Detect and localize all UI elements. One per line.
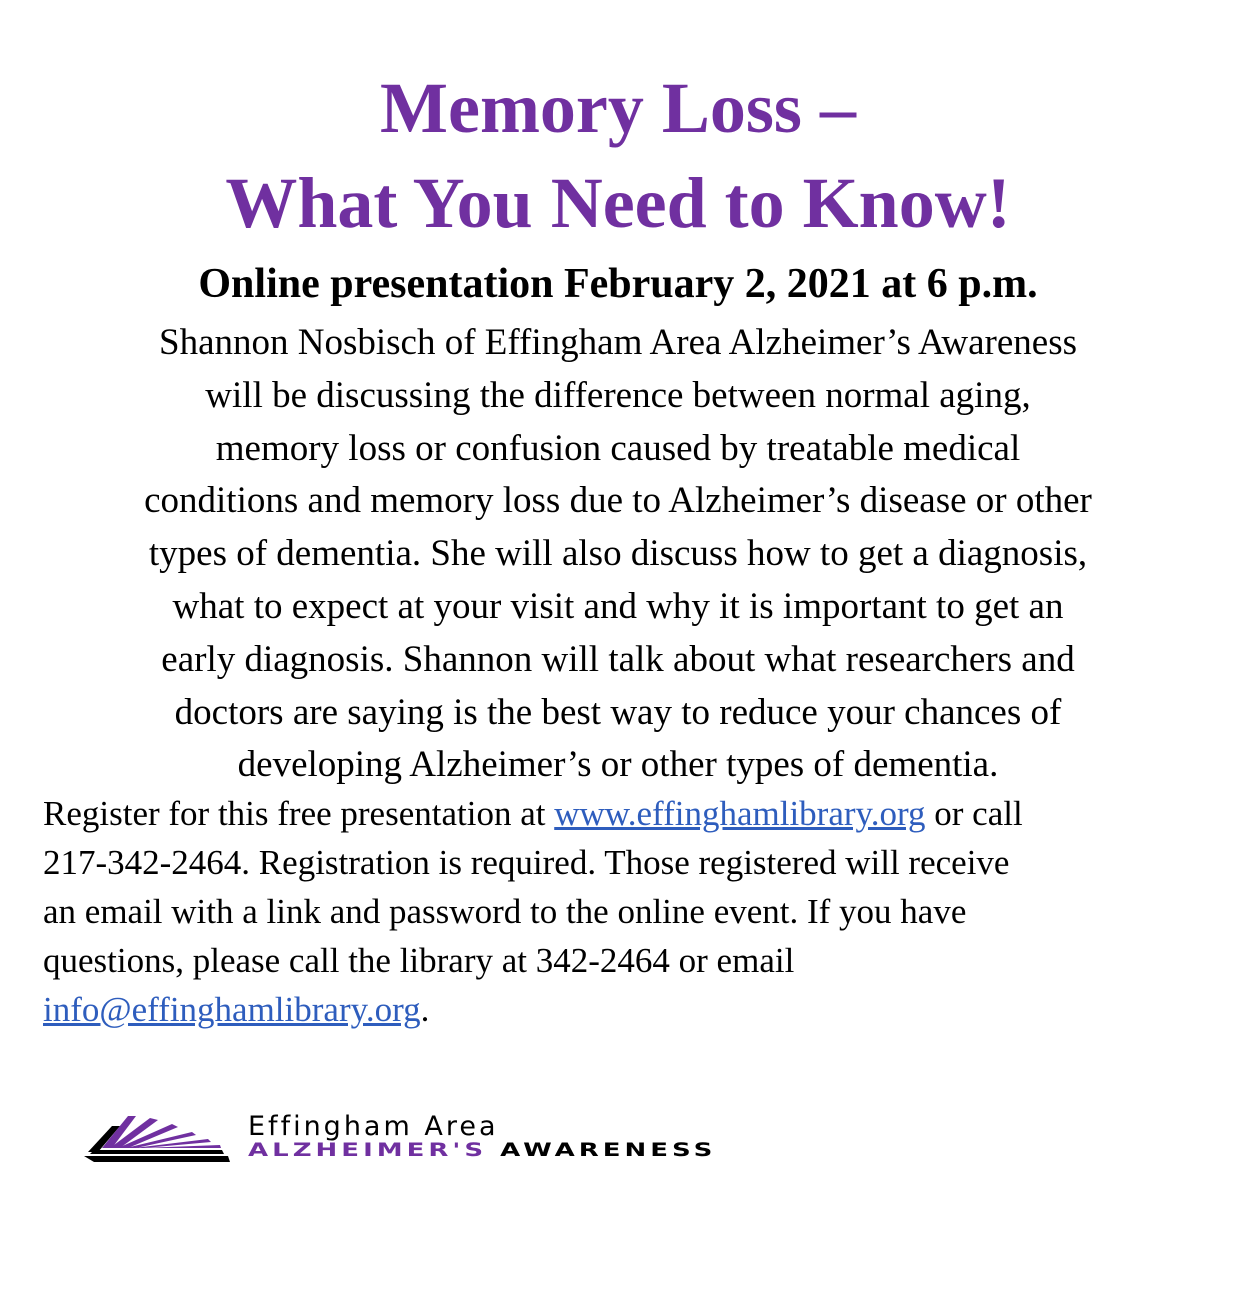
registration-suffix: or call (925, 794, 1023, 833)
logo-text-effingham-area: Effingham Area (248, 1111, 499, 1142)
website-link[interactable]: www.effinghamlibrary.org (554, 794, 926, 833)
registration-line-5 (43, 985, 1213, 1034)
open-book-icon (80, 1108, 240, 1168)
description-line: developing Alzheimer’s or other types of dementia. (237, 744, 999, 786)
registration-line-1 (43, 789, 1213, 838)
logo-word-alzheimers: ALZHEIMER'S (248, 1139, 488, 1162)
description-line: will be discussing the difference between normal aging, (205, 374, 1031, 416)
effingham-alzheimers-awareness-logo (80, 1108, 1090, 1168)
description-line: conditions and memory loss due to Alzheimer’s disease or other (144, 480, 1092, 522)
description-line: types of dementia. She will also discuss how to get a diagnosis, (148, 533, 1088, 575)
registration-line-2: 217-342-2464. Registration is required. Those registered will receive (43, 843, 1010, 882)
event-date-heading: Online presentation February 2, 2021 at 6 p.m. (198, 261, 1038, 307)
description-line: memory loss or confusion caused by treatable medical (215, 427, 1021, 469)
title-line-2: What You Need to Know! (225, 163, 1011, 243)
description-line: doctors are saying is the best way to reduce your chances of (174, 691, 1062, 733)
description-line: Shannon Nosbisch of Effingham Area Alzheimer’s Awareness (159, 322, 1077, 363)
description-line: early diagnosis. Shannon will talk about what researchers and (161, 638, 1075, 680)
registration-period: . (420, 990, 430, 1029)
logo-word-awareness: AWARENESS (500, 1139, 717, 1162)
registration-info (43, 789, 1213, 1034)
description-line: what to expect at your visit and why it is important to get an (172, 585, 1064, 627)
title-line-1: Memory Loss – (380, 68, 856, 148)
registration-prefix: Register for this free presentation at (43, 794, 555, 833)
event-description (0, 317, 1236, 792)
email-link[interactable]: info@effinghamlibrary.org (43, 990, 421, 1029)
registration-line-4: questions, please call the library at 342-2464 or email (43, 941, 795, 980)
logo-text-alzheimers-awareness (248, 1141, 716, 1160)
registration-line-3: an email with a link and password to the online event. If you have (43, 892, 967, 931)
